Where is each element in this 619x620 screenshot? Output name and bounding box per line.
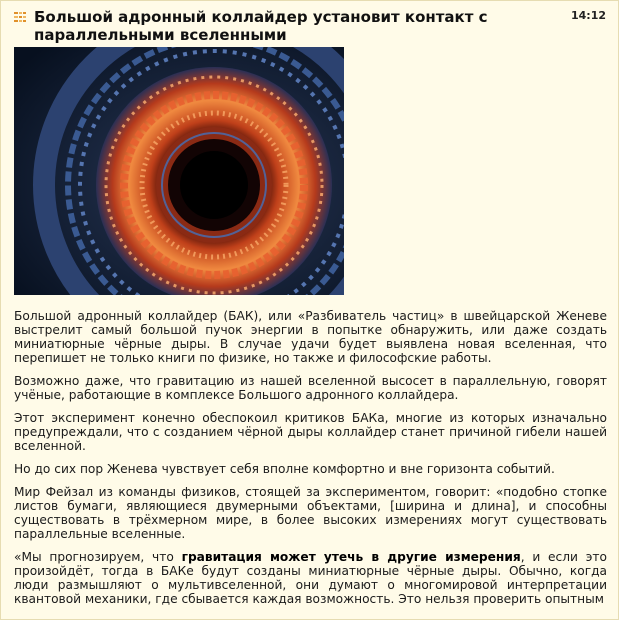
bold-phrase: гравитация может утечь в другие измерения (181, 550, 521, 564)
article-body (14, 309, 607, 615)
article-header (1, 1, 619, 45)
paragraph-5: Мир Фейзал из команды физиков, стоящей за экспериментом, говорит: «подобно стопке листов бумаги, являющиеся двумерными объектами, [ширина и длина], и способны существовать в трёхмерном мире, в более высоких измерениях могут существовать параллельные вселенные. (14, 485, 607, 541)
paragraph-1: Большой адронный коллайдер (БАК), или «Разбиватель частиц» в швейцарской Женеве выстрелит самый большой пучок энергии в попытке обнаружить, или даже создать миниатюрные чёрные дыры. В случае удачи будет выявлена новая вселенная, что перепишет не только книги по физике, но также и философские работы. (14, 309, 607, 365)
orange-bullet-icon (14, 11, 27, 23)
paragraph-2: Возможно даже, что гравитацию из нашей вселенной высосет в параллельную, говорят учёные, работающие в комплексе Большого адронного коллайдера. (14, 374, 607, 402)
paragraph-6-start: «Мы прогнозируем, что (14, 550, 182, 564)
collider-photo (14, 47, 344, 295)
paragraph-4: Но до сих пор Женева чувствует себя вполне комфортно и вне горизонта событий. (14, 462, 555, 476)
paragraph-3: Этот эксперимент конечно обеспокоил критиков БАКа, многие из которых изначально предупреждали, что с созданием чёрной дыры коллайдер станет причиной гибели нашей вселенной. (14, 411, 607, 453)
article-time: 14:12 (570, 9, 606, 22)
paragraph-6-end: , и если это произойдёт, тогда в БАКе будут созданы миниатюрные чёрные дыры. Обычно, когда люди размышляют о мультивселенной, они думают о многомировой интерпретации квантовой механики, где сбывается каждая возможность. Это нельзя проверить опытным (14, 550, 607, 606)
paragraph-6 (14, 550, 607, 606)
article-title[interactable]: Большой адронный коллайдер установит контакт с параллельными вселенными (34, 8, 488, 44)
